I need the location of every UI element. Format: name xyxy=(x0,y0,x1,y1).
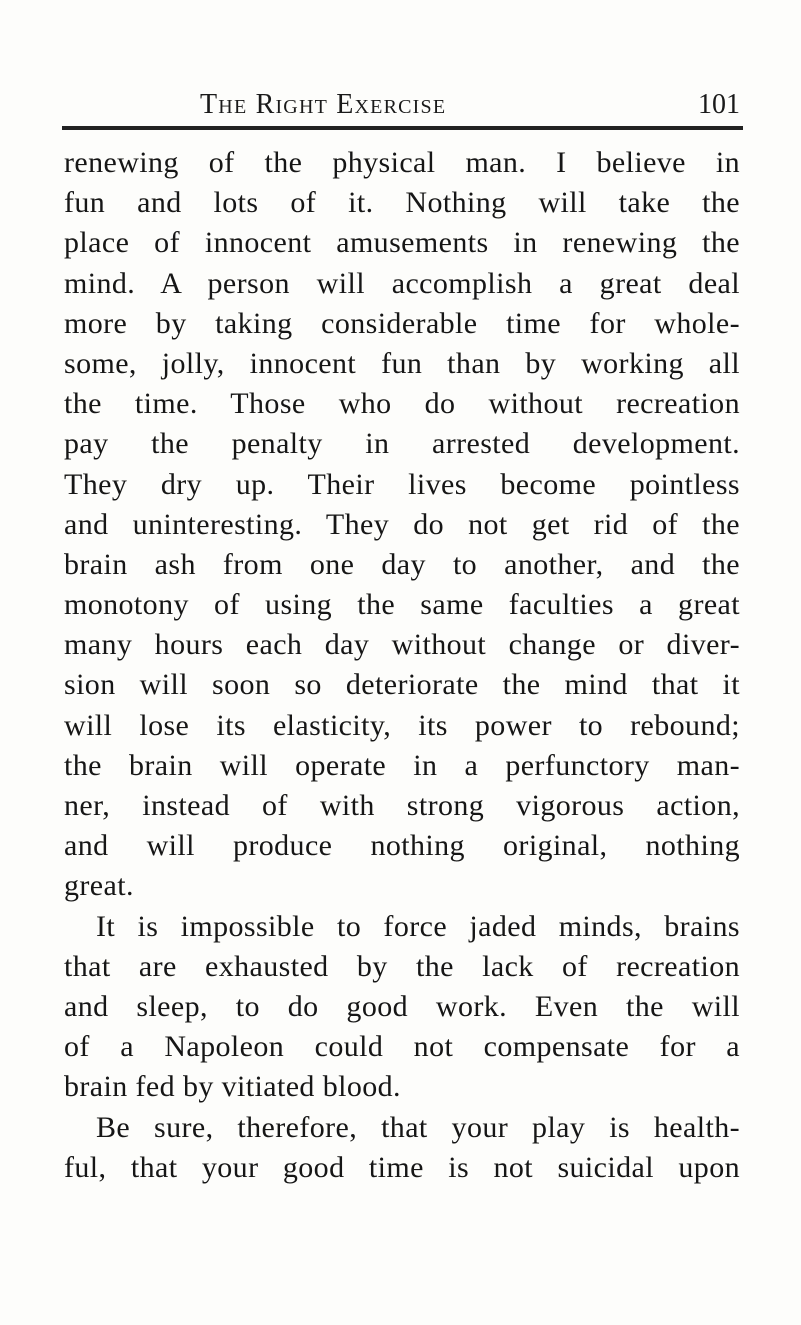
header-rule xyxy=(62,126,743,130)
text-line: many hours each day without change or diver- xyxy=(64,628,740,662)
text-line: great. xyxy=(64,869,134,903)
running-head xyxy=(200,88,740,128)
text-line: that are exhausted by the lack of recreation xyxy=(64,949,740,983)
text-line: brain fed by vitiated blood. xyxy=(64,1070,401,1104)
running-title: The Right Exercise xyxy=(200,89,447,120)
text-line-indented: It is impossible to force jaded minds, brains xyxy=(96,909,740,943)
text-line: and uninteresting. They do not get rid of the xyxy=(64,507,740,541)
text-line: pay the penalty in arrested development. xyxy=(64,427,740,461)
text-line: some, jolly, innocent fun than by working all xyxy=(64,346,740,380)
text-line: the brain will operate in a perfunctory man- xyxy=(64,748,740,782)
text-line: fun and lots of it. Nothing will take the xyxy=(64,186,740,220)
text-line: They dry up. Their lives become pointless xyxy=(64,467,740,501)
text-line: ner, instead of with strong vigorous action, xyxy=(64,789,740,822)
text-line: sion will soon so deteriorate the mind that it xyxy=(64,668,740,702)
text-line: and sleep, to do good work. Even the will xyxy=(64,989,740,1023)
text-line: renewing of the physical man. I believe in xyxy=(64,146,740,179)
text-line: mind. A person will accomplish a great deal xyxy=(64,266,740,300)
text-line: the time. Those who do without recreation xyxy=(64,387,740,421)
page-number: 101 xyxy=(698,89,740,120)
text-line: more by taking considerable time for whole- xyxy=(64,306,740,340)
text-line: will lose its elasticity, its power to rebound; xyxy=(64,708,740,742)
text-line: ful, that your good time is not suicidal upon xyxy=(64,1150,740,1184)
text-line-indented: Be sure, therefore, that your play is health- xyxy=(96,1110,740,1144)
text-line: monotony of using the same faculties a great xyxy=(64,588,740,622)
text-line: brain ash from one day to another, and the xyxy=(64,547,740,581)
text-line: place of innocent amusements in renewing the xyxy=(64,226,740,260)
text-line: and will produce nothing original, nothing xyxy=(64,829,740,863)
text-line: of a Napoleon could not compensate for a xyxy=(64,1030,740,1064)
body-text xyxy=(64,143,740,1188)
